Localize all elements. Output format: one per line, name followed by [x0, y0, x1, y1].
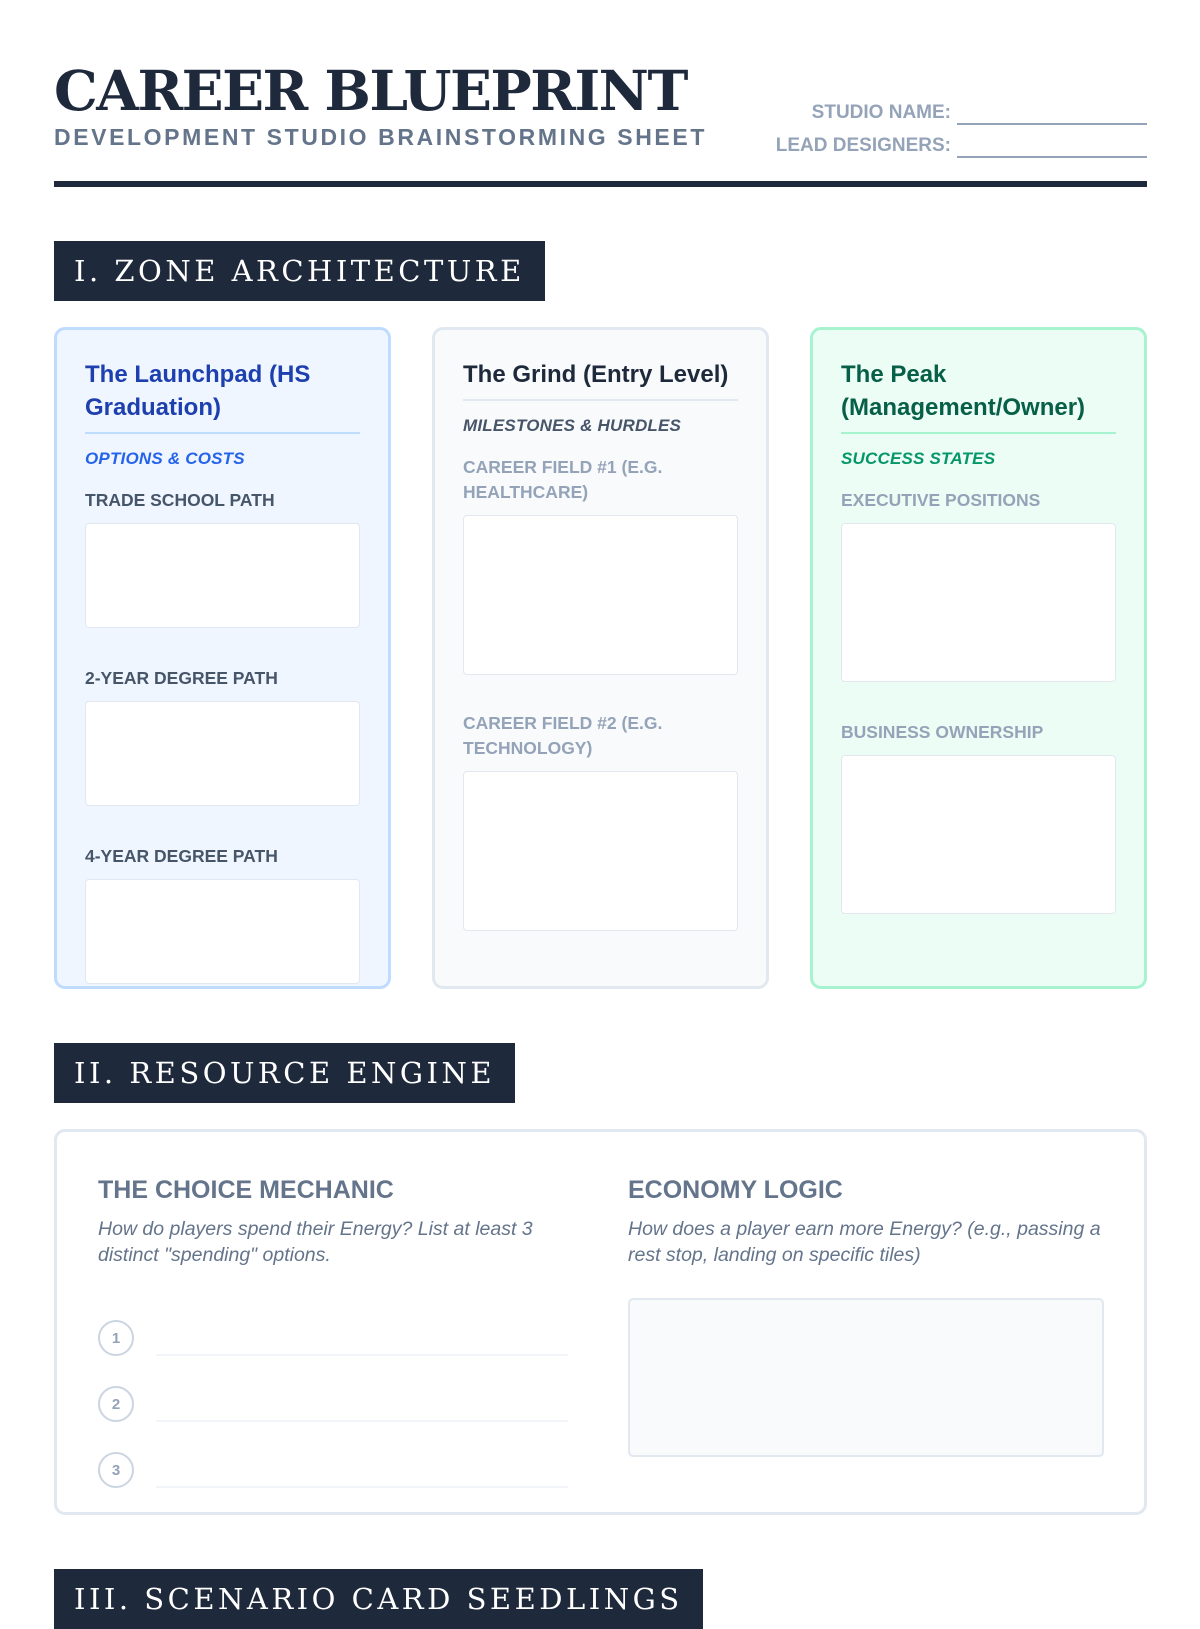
zone-card-peak [810, 327, 1147, 989]
economy-logic-title: ECONOMY LOGIC [628, 1176, 843, 1204]
header-meta [727, 92, 1147, 158]
choice-1-line[interactable] [156, 1354, 568, 1356]
4-year-degree-input-box[interactable] [85, 879, 360, 984]
section-heading-resource-engine: II. RESOURCE ENGINE [54, 1043, 515, 1103]
field-label-executive: EXECUTIVE POSITIONS [841, 490, 1041, 510]
section-heading-zone-architecture: I. ZONE ARCHITECTURE [54, 241, 545, 301]
business-ownership-input-box[interactable] [841, 755, 1116, 914]
section-heading-scenario-card-seedlings: III. SCENARIO CARD SEEDLINGS [54, 1569, 703, 1629]
studio-name-row [727, 92, 1147, 125]
zone-tag: SUCCESS STATES [841, 449, 996, 468]
header-divider [54, 181, 1147, 187]
choice-mechanic-title: THE CHOICE MECHANIC [98, 1176, 394, 1204]
lead-designers-label: LEAD DESIGNERS: [775, 135, 951, 156]
choice-3-line[interactable] [156, 1486, 568, 1488]
career-field-1-input-box[interactable] [463, 515, 738, 675]
choice-row [98, 1422, 568, 1488]
field-label-trade-school: TRADE SCHOOL PATH [85, 490, 275, 510]
choice-number-badge: 2 [98, 1386, 134, 1422]
zone-tag: OPTIONS & COSTS [85, 449, 245, 468]
economy-logic-input-box[interactable] [628, 1298, 1104, 1457]
choice-number-badge: 1 [98, 1320, 134, 1356]
studio-name-field[interactable] [957, 101, 1147, 125]
zone-card-grind [432, 327, 769, 989]
studio-name-label: STUDIO NAME: [811, 102, 951, 123]
executive-positions-input-box[interactable] [841, 523, 1116, 682]
choice-mechanic-description: How do players spend their Energy? List at least 3 distinct "spending" options. [98, 1218, 533, 1266]
choice-number-badge: 3 [98, 1452, 134, 1488]
zone-title: The Launchpad (HS Graduation) [85, 358, 360, 434]
economy-logic-description: How does a player earn more Energy? (e.g., passing a rest stop, landing on specific tiles) [628, 1218, 1101, 1266]
2-year-degree-input-box[interactable] [85, 701, 360, 806]
choice-mechanic [98, 1174, 568, 1488]
header [54, 56, 1147, 188]
field-label-2-year: 2-YEAR DEGREE PATH [85, 668, 278, 688]
field-label-4-year: 4-YEAR DEGREE PATH [85, 846, 278, 866]
page-subtitle: DEVELOPMENT STUDIO BRAINSTORMING SHEET [54, 124, 707, 150]
zone-title: The Grind (Entry Level) [463, 358, 738, 401]
zone-tag: MILESTONES & HURDLES [463, 416, 682, 435]
field-label-career-field-1: CAREER FIELD #1 (E.G. HEALTHCARE) [463, 457, 663, 502]
field-label-business-ownership: BUSINESS OWNERSHIP [841, 722, 1044, 742]
economy-logic [628, 1174, 1106, 1457]
choice-list [98, 1290, 568, 1488]
resource-engine-card [54, 1129, 1147, 1515]
choice-row [98, 1290, 568, 1356]
lead-designers-field[interactable] [957, 134, 1147, 158]
page-title: CAREER BLUEPRINT [54, 58, 687, 123]
trade-school-input-box[interactable] [85, 523, 360, 628]
zone-title: The Peak (Management/Owner) [841, 358, 1116, 434]
career-field-2-input-box[interactable] [463, 771, 738, 931]
choice-row [98, 1356, 568, 1422]
choice-2-line[interactable] [156, 1420, 568, 1422]
lead-designers-row [727, 125, 1147, 158]
field-label-career-field-2: CAREER FIELD #2 (E.G. TECHNOLOGY) [463, 713, 663, 758]
zone-card-launchpad [54, 327, 391, 989]
